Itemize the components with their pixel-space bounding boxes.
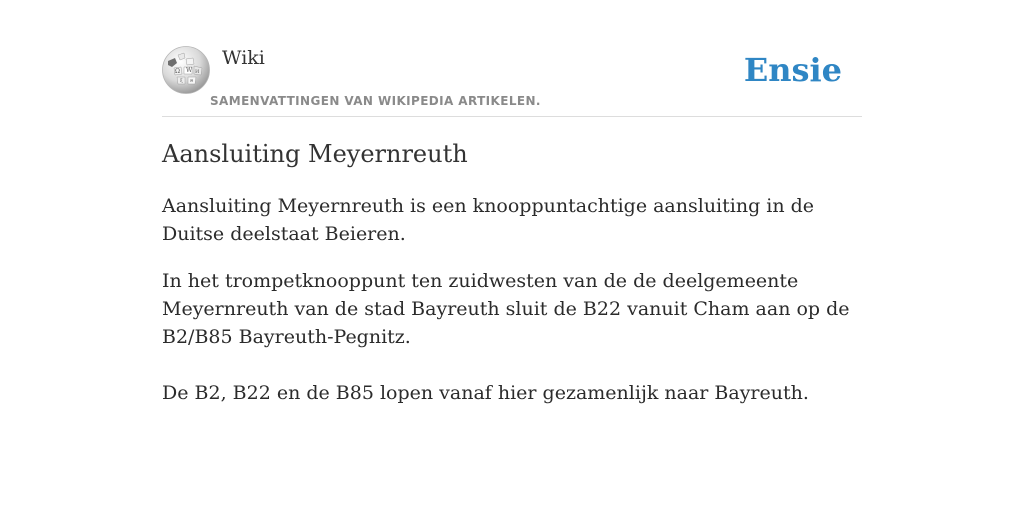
site-header (162, 40, 862, 117)
brand-logo-link[interactable]: Ensie (743, 51, 842, 89)
article-paragraph: Aansluiting Meyernreuth is een knooppuntachtige aansluiting in de Duitse deelstaat Beieren. (162, 195, 815, 245)
article-title: Aansluiting Meyernreuth (162, 140, 468, 168)
svg-text:ξ: ξ (180, 78, 183, 84)
site-name: Wiki (222, 47, 265, 69)
article-paragraph: In het trompetknooppunt ten zuidwesten van de de deelgemeente Meyernreuth van de stad Bayreuth sluit de B22 vanuit Cham aan op de B2/B85 Bayreuth-Pegnitz. (162, 270, 850, 348)
svg-text:ค: ค (190, 78, 194, 84)
svg-text:И: И (195, 69, 200, 75)
wikipedia-globe-icon (162, 46, 210, 94)
svg-text:W: W (186, 67, 193, 74)
svg-text:Ω: Ω (175, 68, 180, 75)
site-tagline: SAMENVATTINGEN VAN WIKIPEDIA ARTIKELEN. (210, 94, 541, 108)
article-content (162, 136, 862, 407)
article-paragraph: De B2, B22 en de B85 lopen vanaf hier gezamenlijk naar Bayreuth. (162, 382, 809, 404)
